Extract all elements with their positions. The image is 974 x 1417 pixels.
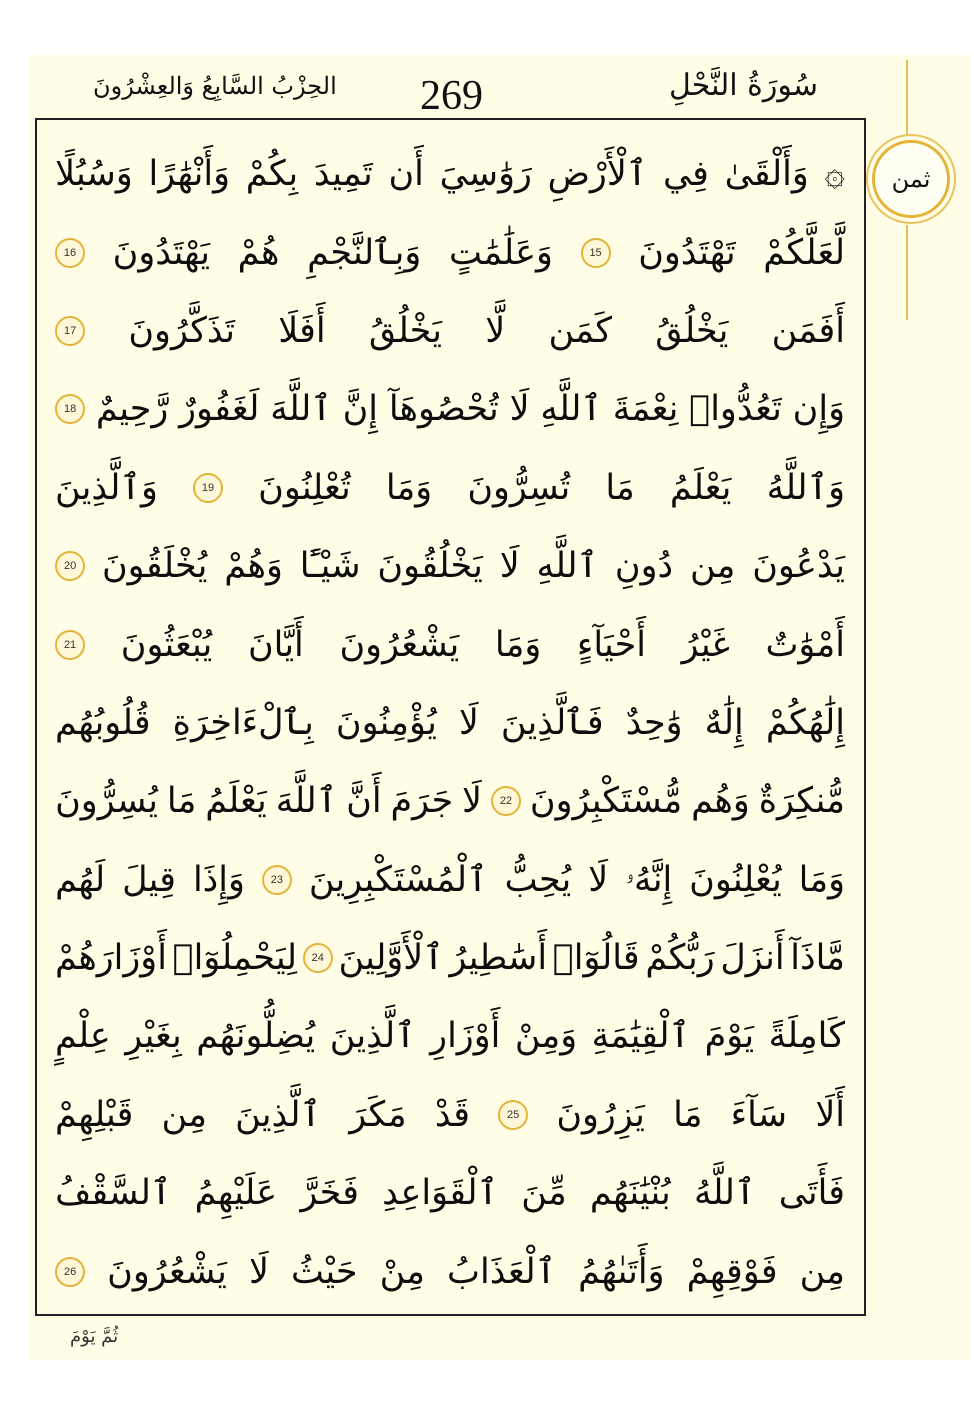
word: مَا xyxy=(166,781,197,822)
word: مِن xyxy=(689,546,736,587)
word: مَا xyxy=(605,467,635,508)
word: وَٱلَّذِينَ xyxy=(55,467,158,508)
word: أَوْزَارَهُمْ xyxy=(55,938,167,979)
word: تَهْتَدُونَ xyxy=(638,232,736,273)
word: كَمَن xyxy=(548,310,613,351)
word: بِٱلْءَاخِرَةِ xyxy=(172,702,314,743)
word: فَخَرَّ xyxy=(300,1173,359,1214)
word: مَكَرَ xyxy=(349,1094,407,1135)
word: حَيْثُ xyxy=(290,1251,358,1292)
word: ٱللَّهُ xyxy=(693,1173,756,1214)
word: لَا xyxy=(458,702,479,743)
word: ٱللَّهَ xyxy=(275,781,338,822)
word: مَّاذَآ xyxy=(790,938,845,979)
word: وَٱللَّهُ xyxy=(766,467,845,508)
word: وَهُمْ xyxy=(224,546,283,587)
page-header xyxy=(35,62,868,118)
word: فَأَتَى xyxy=(778,1173,845,1214)
word: رَّحِيمٌ xyxy=(95,389,169,430)
word: وَسُبُلًا xyxy=(55,154,133,195)
word: سَآءَ xyxy=(730,1094,788,1135)
text-line xyxy=(55,605,845,683)
word: إِنَّهُۥ xyxy=(625,859,673,900)
page-number: 269 xyxy=(420,73,483,119)
word: لَا xyxy=(509,389,530,430)
word: يَشْعُرُونَ xyxy=(107,1251,227,1292)
word: أَلَا xyxy=(815,1094,845,1135)
text-line xyxy=(55,919,845,997)
text-line xyxy=(55,1232,845,1310)
word: بِغَيْرِ xyxy=(125,1016,182,1057)
verse-number-marker: 19 xyxy=(193,473,223,503)
word: أَفَمَن xyxy=(771,310,845,351)
word: عِلْمٍ xyxy=(55,1016,111,1057)
word: لَّا xyxy=(485,310,506,351)
word: أَيَّانَ xyxy=(247,624,304,665)
text-line xyxy=(55,684,845,762)
word: مُّسْتَكْبِرُونَ xyxy=(529,781,683,822)
word: يَخْلُقُونَ xyxy=(377,546,483,587)
word: شَيْـًٔا xyxy=(299,546,361,587)
word: يُعْلِنُونَ xyxy=(689,859,782,900)
word: يُسِرُّونَ xyxy=(55,781,158,822)
word: يَشْعُرُونَ xyxy=(339,624,460,665)
word: وَأَتَىٰهُمُ xyxy=(578,1251,665,1292)
verse-number-marker: 17 xyxy=(55,316,85,346)
word: مِّنَ xyxy=(521,1173,567,1214)
word: تُعْلِنُونَ xyxy=(258,467,351,508)
word: يُؤْمِنُونَ xyxy=(335,702,437,743)
word: فِي xyxy=(663,154,709,195)
word: يُبْعَثُونَ xyxy=(120,624,213,665)
word: لَهُم xyxy=(55,859,106,900)
verse-number-marker: 25 xyxy=(498,1100,528,1130)
word: أَنَّ xyxy=(346,781,382,822)
word: وَبِٱلنَّجْمِ xyxy=(307,232,422,273)
verse-number-marker: 23 xyxy=(262,865,292,895)
word: قِيلَ xyxy=(122,859,176,900)
word: مَا xyxy=(673,1094,703,1135)
word: لَا xyxy=(588,859,609,900)
verse-number-marker: 18 xyxy=(55,394,85,424)
word: يَخْلُقُ xyxy=(655,310,729,351)
word: مُّنكِرَةٌ xyxy=(758,781,845,822)
word: يَهْتَدُونَ xyxy=(112,232,211,273)
margin-ornament-bottom xyxy=(906,225,908,320)
verse-number-marker: 20 xyxy=(55,551,85,581)
word: يُحِبُّ xyxy=(504,859,572,900)
verse-number-marker: 22 xyxy=(491,786,521,816)
word: أَنزَلَ xyxy=(720,938,785,979)
thumn-marker: ثمن xyxy=(872,140,950,218)
word: قَدْ xyxy=(434,1094,470,1135)
word: مِنْ xyxy=(379,1251,425,1292)
word: وَأَنْهَٰرًا xyxy=(148,154,231,195)
word: بِكُمْ xyxy=(245,154,299,195)
word: أَن xyxy=(388,154,424,195)
word: قُلُوبُهُم xyxy=(55,702,151,743)
text-line xyxy=(55,292,845,370)
word: يُخْلَقُونَ xyxy=(101,546,208,587)
word: ٱلْأَرْضِ xyxy=(547,154,648,195)
word: فَوْقِهِمْ xyxy=(686,1251,778,1292)
word: كَامِلَةً xyxy=(768,1016,845,1057)
word: يَخْلُقُ xyxy=(368,310,443,351)
word: ٱلْأَوَّلِينَ xyxy=(338,938,444,979)
word: نِعْمَةَ xyxy=(612,389,679,430)
text-line xyxy=(55,370,845,448)
word: وَمِنْ xyxy=(514,1016,578,1057)
word: ۞ xyxy=(824,154,845,195)
word: لِيَحْمِلُوٓا۟ xyxy=(172,938,298,979)
word: هُمْ xyxy=(237,232,280,273)
word: ٱلْقِيَٰمَةِ xyxy=(591,1016,691,1057)
word: تُسِرُّونَ xyxy=(467,467,571,508)
word: ٱلْقَوَاعِدِ xyxy=(382,1173,499,1214)
word: ٱلْمُسْتَكْبِرِينَ xyxy=(308,859,488,900)
text-line xyxy=(55,135,845,213)
word: يَزِرُونَ xyxy=(556,1094,645,1135)
word: مِن xyxy=(799,1251,845,1292)
word: رَوَٰسِيَ xyxy=(439,154,532,195)
word: تَمِيدَ xyxy=(313,154,373,195)
word: لَغَفُورٌ xyxy=(179,389,260,430)
word: ٱلسَّقْفُ xyxy=(55,1173,172,1214)
word: لَا xyxy=(499,546,520,587)
word: دُونِ xyxy=(614,546,674,587)
word: إِلَٰهٌ xyxy=(704,702,744,743)
word: مِن xyxy=(161,1094,207,1135)
verse-number-marker: 15 xyxy=(581,238,611,268)
word: غَيْرُ xyxy=(681,624,730,665)
word: يَوْمَ xyxy=(704,1016,755,1057)
word: وَأَلْقَىٰ xyxy=(724,154,809,195)
verse-number-marker: 26 xyxy=(55,1257,85,1287)
word: أَفَلَا xyxy=(278,310,326,351)
word: وَإِذَا xyxy=(192,859,245,900)
word: تُحْصُوهَآ xyxy=(388,389,499,430)
verse-number-marker: 24 xyxy=(303,943,333,973)
word: قَبْلِهِمْ xyxy=(55,1094,134,1135)
text-line xyxy=(55,762,845,840)
word: ٱللَّهِ xyxy=(536,546,599,587)
text-line xyxy=(55,527,845,605)
word: إِلَٰهُكُمْ xyxy=(765,702,845,743)
word: وَعَلَٰمَٰتٍ xyxy=(448,232,553,273)
word: يَعْلَمُ xyxy=(669,467,732,508)
word: لَّعَلَّكُمْ xyxy=(763,232,845,273)
word: لَا xyxy=(462,781,483,822)
word: وَمَا xyxy=(798,859,845,900)
word: لَا xyxy=(248,1251,269,1292)
word: فَٱلَّذِينَ xyxy=(500,702,604,743)
text-line xyxy=(55,1154,845,1232)
word: جَرَمَ xyxy=(390,781,454,822)
word: قَالُوٓا۟ xyxy=(552,938,640,979)
word: يَعْلَمُ xyxy=(205,781,267,822)
word: بُنْيَٰنَهُم xyxy=(589,1173,671,1214)
surah-name: سُورَةُ النَّحْلِ xyxy=(669,68,818,103)
text-line xyxy=(55,213,845,291)
catchword: ثُمَّ يَوْمَ xyxy=(70,1326,119,1347)
word: يُضِلُّونَهُم xyxy=(196,1016,316,1057)
word: تَعُدُّوا۟ xyxy=(689,389,782,430)
text-line xyxy=(55,1076,845,1154)
word: ٱلَّذِينَ xyxy=(329,1016,416,1057)
word: يَدْعُونَ xyxy=(752,546,845,587)
word: رَبُّكُمْ xyxy=(645,938,715,979)
word: إِنَّ xyxy=(342,389,379,430)
text-line xyxy=(55,997,845,1075)
text-line xyxy=(55,841,845,919)
word: أَوْزَارِ xyxy=(430,1016,501,1057)
word: ٱللَّهَ xyxy=(270,389,332,430)
word: وَمَا xyxy=(494,624,542,665)
word: وَإِن xyxy=(792,389,845,430)
margin-ornament-top xyxy=(906,60,908,145)
word: وَٰحِدٌ xyxy=(625,702,683,743)
hizb-label: الحِزْبُ السَّابِعُ وَالعِشْرُونَ xyxy=(93,72,337,100)
word: وَمَا xyxy=(385,467,433,508)
word: عَلَيْهِمُ xyxy=(194,1173,278,1214)
word: أَمْوَٰتٌ xyxy=(765,624,845,665)
word: ٱلَّذِينَ xyxy=(235,1094,322,1135)
word: ٱلْعَذَابُ xyxy=(447,1251,557,1292)
verse-number-marker: 21 xyxy=(55,630,85,660)
word: وَهُم xyxy=(691,781,750,822)
quran-text xyxy=(55,135,845,1311)
word: أَسَٰطِيرُ xyxy=(449,938,548,979)
verse-number-marker: 16 xyxy=(55,238,85,268)
word: أَحْيَآءٍ xyxy=(576,624,646,665)
word: تَذَكَّرُونَ xyxy=(128,310,236,351)
word: ٱللَّهِ xyxy=(540,389,602,430)
text-line xyxy=(55,449,845,527)
